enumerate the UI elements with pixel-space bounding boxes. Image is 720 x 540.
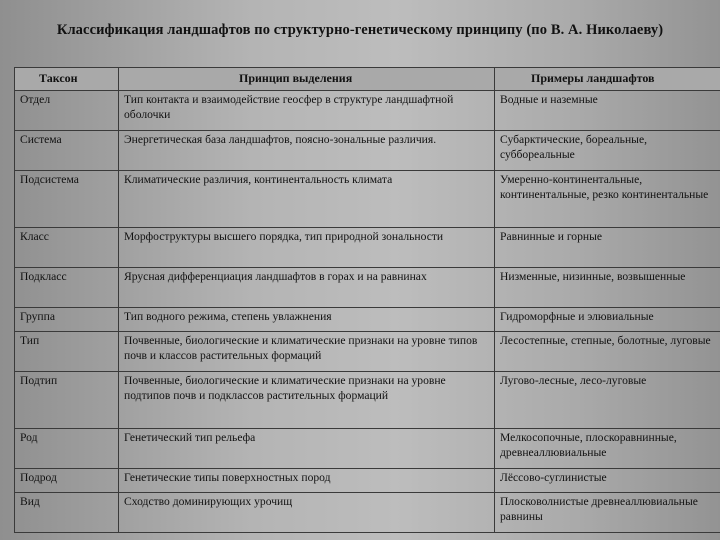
table-row — [15, 308, 720, 332]
examples-cell: Лугово-лесные, лесо-луговые — [495, 372, 720, 429]
examples-cell: Низменные, низинные, возвышенные — [495, 268, 720, 308]
table-row — [15, 91, 720, 131]
examples-cell: Умеренно-континентальные, континентальные, резко континентальные — [495, 171, 720, 228]
table-row — [15, 171, 720, 228]
examples-cell: Гидроморфные и элювиальные — [495, 308, 720, 332]
table-row — [15, 228, 720, 268]
header-row — [15, 68, 720, 91]
classification-table — [14, 67, 720, 533]
taxon-cell: Класс — [15, 228, 119, 268]
taxon-cell: Подтип — [15, 372, 119, 429]
taxon-cell: Отдел — [15, 91, 119, 131]
taxon-cell: Подкласс — [15, 268, 119, 308]
examples-cell: Водные и наземные — [495, 91, 720, 131]
taxon-cell: Тип — [15, 332, 119, 372]
header-principle: Принцип выделения — [119, 68, 495, 91]
taxon-cell: Подрод — [15, 469, 119, 493]
header-examples: Примеры ландшафтов — [495, 68, 720, 91]
examples-cell: Лёссово-суглинистые — [495, 469, 720, 493]
examples-cell: Плосковолнистые древнеаллювиальные равнины — [495, 493, 720, 533]
principle-cell: Генетические типы поверхностных пород — [119, 469, 495, 493]
taxon-cell: Группа — [15, 308, 119, 332]
examples-cell: Мелкосопочные, плоскоравнинные, древнеаллювиальные — [495, 429, 720, 469]
principle-cell: Ярусная дифференциация ландшафтов в горах и на равнинах — [119, 268, 495, 308]
header-taxon: Таксон — [15, 68, 119, 91]
table-header — [15, 68, 720, 91]
principle-cell: Тип водного режима, степень увлажнения — [119, 308, 495, 332]
examples-cell: Равнинные и горные — [495, 228, 720, 268]
taxon-cell: Вид — [15, 493, 119, 533]
principle-cell: Почвенные, биологические и климатические признаки на уровне подтипов почв и подклассов растительных формаций — [119, 372, 495, 429]
table-row — [15, 332, 720, 372]
principle-cell: Генетический тип рельефа — [119, 429, 495, 469]
examples-cell: Лесостепные, степные, болотные, луговые — [495, 332, 720, 372]
principle-cell: Почвенные, биологические и климатические признаки на уровне типов почв и классов растительных формаций — [119, 332, 495, 372]
table-body — [15, 91, 720, 533]
principle-cell: Климатические различия, континентальность климата — [119, 171, 495, 228]
table-row — [15, 268, 720, 308]
table-row — [15, 469, 720, 493]
table-row — [15, 493, 720, 533]
principle-cell: Сходство доминирующих урочищ — [119, 493, 495, 533]
taxon-cell: Система — [15, 131, 119, 171]
table-row — [15, 372, 720, 429]
taxon-cell: Род — [15, 429, 119, 469]
slide-title: Классификация ландшафтов по структурно-генетическому принципу (по В. А. Николаеву) — [56, 22, 664, 38]
principle-cell: Морфоструктуры высшего порядка, тип природной зональности — [119, 228, 495, 268]
table-row — [15, 131, 720, 171]
taxon-cell: Подсистема — [15, 171, 119, 228]
principle-cell: Тип контакта и взаимодействие геосфер в структуре ландшафтной оболочки — [119, 91, 495, 131]
table-row — [15, 429, 720, 469]
examples-cell: Субарктические, бореальные, суббореальные — [495, 131, 720, 171]
principle-cell: Энергетическая база ландшафтов, поясно-зональные различия. — [119, 131, 495, 171]
